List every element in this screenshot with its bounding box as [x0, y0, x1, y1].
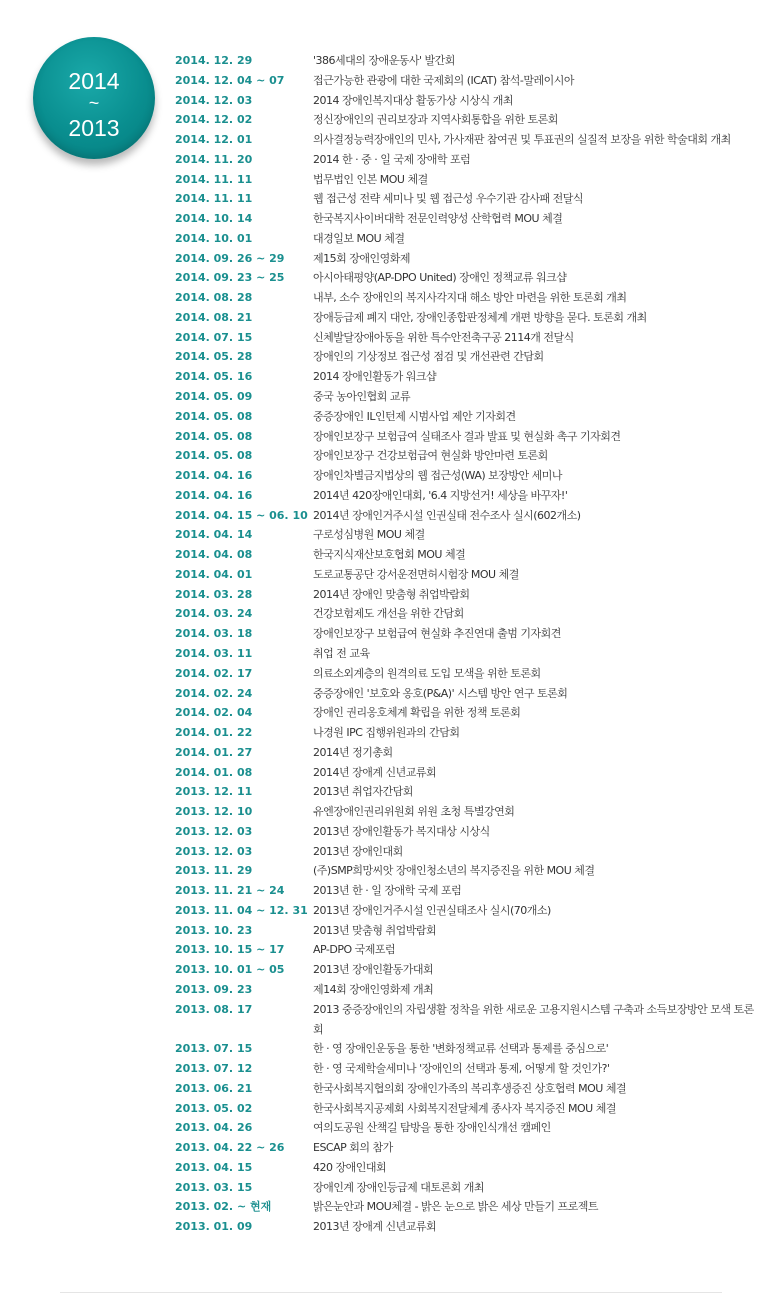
timeline-row	[175, 842, 775, 862]
bottom-divider	[60, 1292, 722, 1293]
timeline-row	[175, 1099, 775, 1119]
event-description: 한 · 영 장애인운동을 통한 '변화정책교류 선택과 통제를 중심으로'	[313, 1042, 609, 1056]
timeline-row	[175, 921, 775, 941]
event-description: 법무법인 인본 MOU 체결	[313, 172, 428, 186]
event-description: AP-DPO 국제포럼	[313, 943, 396, 957]
timeline-row	[175, 1039, 775, 1059]
event-description: 2013년 장애계 신년교류회	[313, 1220, 437, 1234]
event-description: 2013년 맞춤형 취업박람회	[313, 923, 437, 937]
event-description: 2013년 장애인활동가대회	[313, 963, 434, 977]
timeline-row	[175, 466, 775, 486]
timeline-row	[175, 980, 775, 1000]
event-date: 2014. 07. 15	[175, 330, 253, 344]
event-description: 2014 한 · 중 · 일 국제 장애학 포럼	[313, 152, 471, 166]
event-description: 아시아태평양(AP-DPO United) 장애인 정책교류 워크샵	[313, 271, 567, 285]
event-description: 2013년 한 · 일 장애학 국제 포럼	[313, 884, 462, 898]
event-date: 2013. 02. ~ 현재	[175, 1200, 272, 1214]
timeline-row	[175, 565, 775, 585]
timeline-row	[175, 881, 775, 901]
timeline-row	[175, 407, 775, 427]
event-description: 한국사회복지공제회 사회복지전달체계 종사자 복지증진 MOU 체결	[313, 1101, 616, 1115]
event-description: 접근가능한 관광에 대한 국제회의 (ICAT) 참석-말레이시아	[313, 73, 574, 87]
event-date: 2014. 10. 01	[175, 231, 253, 245]
event-date: 2013. 12. 10	[175, 805, 253, 819]
timeline-row	[175, 387, 775, 407]
event-date: 2013. 11. 29	[175, 864, 253, 878]
event-date: 2014. 05. 08	[175, 409, 253, 423]
event-date: 2014. 12. 01	[175, 133, 253, 147]
event-description: 420 장애인대회	[313, 1160, 387, 1174]
timeline-row	[175, 1059, 775, 1079]
event-date: 2013. 11. 04 ~ 12. 31	[175, 903, 308, 917]
event-description: '386세대의 장애운동사' 발간회	[313, 54, 455, 67]
timeline-row	[175, 545, 775, 565]
event-date: 2013. 10. 01 ~ 05	[175, 963, 285, 977]
timeline-row	[175, 229, 775, 249]
event-date: 2014. 05. 08	[175, 429, 253, 443]
timeline-row	[175, 506, 775, 526]
event-description: 2014 장애인활동가 워크샵	[313, 370, 437, 384]
timeline-row	[175, 367, 775, 387]
event-date: 2013. 11. 21 ~ 24	[175, 884, 285, 898]
timeline-row	[175, 268, 775, 288]
event-description: 한 · 영 국제학술세미나 '장애인의 선택과 통제, 어떻게 할 것인가?'	[313, 1062, 610, 1076]
event-description: 2014년 장애인 맞춤형 취업박람회	[313, 587, 470, 601]
event-date: 2013. 04. 15	[175, 1160, 253, 1174]
event-date: 2014. 05. 08	[175, 449, 253, 463]
timeline-row	[175, 1079, 775, 1099]
event-date: 2013. 12. 03	[175, 824, 253, 838]
event-description: 2013 중증장애인의 자립생활 정착을 위한 새로운 고용지원시스템 구축과 소득보장방안 모색 토론회	[313, 1002, 754, 1036]
event-description: 건강보험제도 개선을 위한 간담회	[313, 607, 464, 621]
event-date: 2014. 11. 20	[175, 152, 253, 166]
event-description: ESCAP 회의 참가	[313, 1141, 393, 1155]
event-description: 2014년 장애인거주시설 인권실태 전수조사 실시(602개소)	[313, 508, 581, 522]
timeline-row	[175, 308, 775, 328]
timeline-row	[175, 763, 775, 783]
event-description: 취업 전 교육	[313, 646, 370, 660]
event-date: 2014. 08. 28	[175, 291, 253, 305]
event-description: 중증장애인 IL인턴제 시범사업 제안 기자회견	[313, 409, 516, 423]
event-description: 대경일보 MOU 체결	[313, 231, 405, 245]
timeline-row	[175, 189, 775, 209]
timeline-row	[175, 110, 775, 130]
event-description: 2014년 420장애인대회, '6.4 지방선거! 세상을 바꾸자!'	[313, 488, 568, 502]
timeline-row	[175, 585, 775, 605]
event-date: 2014. 03. 28	[175, 587, 253, 601]
event-description: 나경원 IPC 집행위원과의 간담회	[313, 726, 460, 740]
timeline-row	[175, 703, 775, 723]
event-date: 2014. 04. 01	[175, 567, 253, 581]
timeline-row	[175, 1178, 775, 1198]
timeline-row	[175, 1138, 775, 1158]
event-date: 2014. 02. 17	[175, 666, 253, 680]
event-description: 의료소외계층의 원격의료 도입 모색을 위한 토론회	[313, 666, 541, 680]
event-date: 2014. 09. 26 ~ 29	[175, 251, 285, 265]
event-description: 유엔장애인권리위원회 위원 초청 특별강연회	[313, 805, 515, 819]
timeline-row	[175, 802, 775, 822]
badge-year-separator: ~	[88, 93, 100, 113]
timeline-row	[175, 1197, 775, 1217]
event-description: 한국사회복지협의회 장애인가족의 복리후생증진 상호협력 MOU 체결	[313, 1081, 627, 1095]
event-description: 여의도공원 산책길 탐방을 통한 장애인식개선 캠페인	[313, 1121, 551, 1135]
event-date: 2013. 12. 11	[175, 785, 253, 799]
timeline-row	[175, 446, 775, 466]
event-date: 2014. 11. 11	[175, 172, 253, 186]
event-date: 2014. 02. 04	[175, 706, 253, 720]
event-date: 2014. 04. 16	[175, 488, 253, 502]
timeline-row	[175, 1118, 775, 1138]
event-description: (주)SMP희망씨앗 장애인청소년의 복지증진을 위한 MOU 체결	[313, 864, 595, 878]
timeline-row	[175, 901, 775, 921]
timeline-row	[175, 249, 775, 269]
event-date: 2013. 09. 23	[175, 982, 253, 996]
event-description: 2013년 취업자간담회	[313, 785, 413, 799]
event-description: 정신장애인의 권리보장과 지역사회통합을 위한 토론회	[313, 113, 558, 127]
event-description: 한국지식재산보호협회 MOU 체결	[313, 548, 466, 562]
event-date: 2014. 05. 28	[175, 350, 253, 364]
event-description: 밝은눈안과 MOU체결 - 밝은 눈으로 밝은 세상 만들기 프로젝트	[313, 1200, 599, 1214]
event-date: 2014. 12. 02	[175, 113, 253, 127]
timeline-row	[175, 782, 775, 802]
event-date: 2014. 01. 27	[175, 745, 253, 759]
timeline-row	[175, 1217, 775, 1237]
event-date: 2014. 01. 08	[175, 765, 253, 779]
badge-year-bottom: 2013	[68, 115, 120, 141]
event-date: 2013. 04. 26	[175, 1121, 253, 1135]
event-description: 한국복지사이버대학 전문인력양성 산학협력 MOU 체결	[313, 212, 563, 226]
timeline-row	[175, 723, 775, 743]
event-date: 2013. 03. 15	[175, 1180, 253, 1194]
event-description: 장애인 권리옹호체계 확립을 위한 정책 토론회	[313, 706, 521, 720]
event-description: 2013년 장애인활동가 복지대상 시상식	[313, 824, 490, 838]
timeline-row	[175, 604, 775, 624]
event-date: 2014. 04. 15 ~ 06. 10	[175, 508, 308, 522]
timeline-row	[175, 288, 775, 308]
event-date: 2014. 12. 03	[175, 93, 253, 107]
event-date: 2013. 01. 09	[175, 1220, 253, 1234]
event-date: 2014. 01. 22	[175, 726, 253, 740]
event-description: 내부, 소수 장애인의 복지사각지대 해소 방안 마련을 위한 토론회 개최	[313, 291, 627, 305]
event-date: 2014. 09. 23 ~ 25	[175, 271, 285, 285]
timeline-row	[175, 427, 775, 447]
event-date: 2013. 04. 22 ~ 26	[175, 1141, 285, 1155]
event-date: 2014. 03. 11	[175, 646, 253, 660]
event-description: 장애인보장구 보험급여 실태조사 결과 발표 및 현실화 촉구 기자회견	[313, 429, 621, 443]
timeline-row	[175, 743, 775, 763]
timeline-row	[175, 664, 775, 684]
event-description: 의사결정능력장애인의 민사, 가사재판 참여권 및 투표권의 실질적 보장을 위한 학술대회 개최	[313, 133, 731, 147]
event-date: 2014. 12. 04 ~ 07	[175, 73, 285, 87]
event-date: 2013. 08. 17	[175, 1002, 253, 1016]
timeline-row	[175, 170, 775, 190]
event-description: 제15회 장애인영화제	[313, 251, 411, 265]
event-date: 2014. 03. 18	[175, 627, 253, 641]
event-date: 2014. 04. 08	[175, 548, 253, 562]
event-description: 구로성심병원 MOU 체결	[313, 528, 425, 542]
event-description: 장애인보장구 건강보험급여 현실화 방안마련 토론회	[313, 449, 548, 463]
timeline-row	[175, 822, 775, 842]
timeline-row	[175, 960, 775, 980]
event-description: 장애인보장구 보험급여 현실화 추진연대 출범 기자회견	[313, 627, 561, 641]
timeline-row	[175, 684, 775, 704]
history-timeline	[175, 51, 775, 1237]
event-description: 도로교통공단 강서운전면허시험장 MOU 체결	[313, 567, 519, 581]
event-description: 장애인계 장애인등급제 대토론회 개최	[313, 1180, 485, 1194]
event-date: 2014. 11. 11	[175, 192, 253, 206]
event-date: 2014. 02. 24	[175, 686, 253, 700]
event-date: 2014. 10. 14	[175, 212, 253, 226]
event-date: 2014. 04. 14	[175, 528, 253, 542]
event-date: 2013. 05. 02	[175, 1101, 253, 1115]
event-description: 2014년 장애계 신년교류회	[313, 765, 437, 779]
event-description: 신체발달장애아동을 위한 특수안전축구공 2114개 전달식	[313, 330, 574, 344]
event-date: 2014. 05. 16	[175, 370, 253, 384]
event-description: 제14회 장애인영화제 개최	[313, 982, 434, 996]
timeline-row	[175, 91, 775, 111]
event-date: 2014. 12. 29	[175, 54, 253, 67]
event-date: 2014. 08. 21	[175, 310, 253, 324]
timeline-row	[175, 150, 775, 170]
event-date: 2013. 12. 03	[175, 844, 253, 858]
timeline-row	[175, 525, 775, 545]
timeline-row	[175, 644, 775, 664]
timeline-row	[175, 486, 775, 506]
timeline-row	[175, 51, 775, 71]
event-date: 2014. 03. 24	[175, 607, 253, 621]
timeline-row	[175, 940, 775, 960]
timeline-row	[175, 624, 775, 644]
event-date: 2013. 06. 21	[175, 1081, 253, 1095]
event-date: 2014. 04. 16	[175, 469, 253, 483]
event-description: 중증장애인 '보호와 옹호(P&A)' 시스템 방안 연구 토론회	[313, 686, 568, 700]
timeline-row	[175, 347, 775, 367]
event-description: 2013년 장애인거주시설 인권실태조사 실시(70개소)	[313, 903, 551, 917]
event-date: 2014. 05. 09	[175, 390, 253, 404]
event-description: 2014년 정기총회	[313, 745, 393, 759]
timeline-row	[175, 861, 775, 881]
event-description: 웹 접근성 전략 세미나 및 웹 접근성 우수기관 감사패 전달식	[313, 192, 583, 206]
timeline-row	[175, 328, 775, 348]
timeline-row	[175, 71, 775, 91]
event-date: 2013. 10. 15 ~ 17	[175, 943, 285, 957]
event-date: 2013. 07. 12	[175, 1062, 253, 1076]
badge-year-top: 2014	[68, 68, 120, 94]
timeline-row	[175, 130, 775, 150]
timeline-row	[175, 1000, 775, 1040]
event-description: 장애등급제 폐지 대안, 장애인종합판정체계 개편 방향을 묻다. 토론회 개최	[313, 310, 647, 324]
timeline-row	[175, 1158, 775, 1178]
event-description: 장애인의 기상정보 접근성 점검 및 개선관련 간담회	[313, 350, 544, 364]
timeline-row	[175, 209, 775, 229]
event-description: 2014 장애인복지대상 활동가상 시상식 개최	[313, 93, 513, 107]
event-date: 2013. 07. 15	[175, 1042, 253, 1056]
event-date: 2013. 10. 23	[175, 923, 253, 937]
event-description: 2013년 장애인대회	[313, 844, 403, 858]
event-description: 중국 농아인협회 교류	[313, 390, 411, 404]
year-range-badge	[33, 37, 155, 159]
event-description: 장애인차별금지법상의 웹 접근성(WA) 보장방안 세미나	[313, 469, 563, 483]
